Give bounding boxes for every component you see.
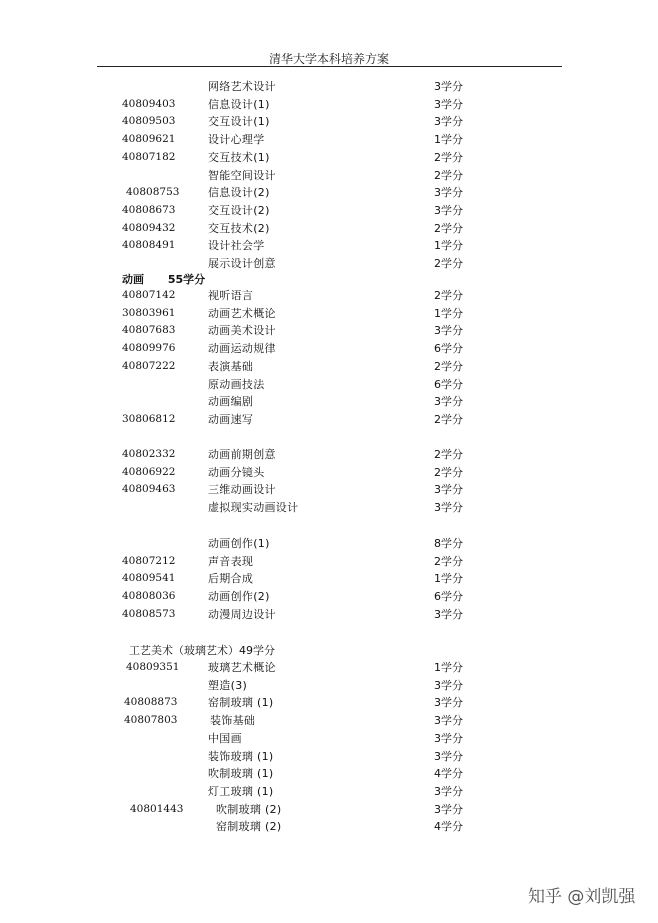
course-credits: 3学分 <box>434 749 463 763</box>
course-credits: 3学分 <box>434 97 463 111</box>
course-code: 40808036 <box>122 590 176 603</box>
course-code: 30803961 <box>122 306 176 319</box>
course-credits: 2学分 <box>434 412 463 426</box>
course-row <box>0 322 658 339</box>
course-name: 交互设计(2) <box>208 203 270 217</box>
course-code: 40807142 <box>122 289 176 301</box>
course-credits: 6学分 <box>434 377 463 391</box>
course-credits: 4学分 <box>434 767 463 781</box>
course-name: 原动画技法 <box>208 377 265 391</box>
course-credits: 2学分 <box>434 554 463 568</box>
course-name: 动画美术设计 <box>208 324 276 338</box>
course-row <box>0 78 658 95</box>
course-name: 设计社会学 <box>208 239 265 253</box>
course-credits: 2学分 <box>434 359 463 373</box>
course-row <box>0 393 658 410</box>
course-name: 塑造(3) <box>208 678 248 692</box>
course-row <box>0 340 658 357</box>
course-credits: 3学分 <box>434 203 463 217</box>
course-credits: 3学分 <box>434 186 463 200</box>
course-code: 40808873 <box>124 696 178 709</box>
course-code: 40807212 <box>122 554 176 567</box>
course-credits: 1学分 <box>434 572 463 586</box>
course-name: 网络艺术设计 <box>208 80 276 93</box>
course-code: 40809463 <box>122 483 176 496</box>
course-row <box>0 588 658 605</box>
course-credits: 2学分 <box>434 221 463 235</box>
course-credits: 2学分 <box>434 168 463 182</box>
course-row <box>0 287 658 304</box>
course-name: 窑制玻璃 (1) <box>208 696 274 710</box>
course-row <box>0 783 658 800</box>
course-credits: 2学分 <box>434 257 463 270</box>
course-credits: 1学分 <box>434 661 463 674</box>
course-code: 40809403 <box>122 97 176 110</box>
course-name: 智能空间设计 <box>208 168 276 182</box>
course-row <box>0 659 658 676</box>
course-name: 动画运动规律 <box>208 342 276 356</box>
course-code: 40809432 <box>122 221 176 234</box>
course-row <box>0 167 658 184</box>
course-row <box>0 499 658 516</box>
watermark: 知乎 @刘凯强 <box>528 887 636 907</box>
course-name: 吹制玻璃 (2) <box>216 802 282 816</box>
course-row <box>0 730 658 747</box>
course-credits: 3学分 <box>434 395 463 409</box>
section-animation-credits: 55学分 <box>167 273 206 286</box>
course-name: 装饰玻璃 (1) <box>208 749 274 763</box>
course-name: 动画编剧 <box>208 395 254 409</box>
course-credits: 1学分 <box>434 239 463 253</box>
course-credits: 2学分 <box>434 448 463 461</box>
course-name: 动漫周边设计 <box>208 607 276 621</box>
section-animation <box>122 271 205 287</box>
course-name: 动画创作(2) <box>208 590 270 604</box>
course-name: 视听语言 <box>208 289 254 302</box>
course-row <box>0 535 658 552</box>
course-name: 交互技术(2) <box>208 221 270 235</box>
course-row <box>0 694 658 711</box>
course-credits: 6学分 <box>434 590 463 604</box>
course-credits: 3学分 <box>434 784 463 798</box>
course-row <box>0 712 658 729</box>
course-credits: 6学分 <box>434 342 463 356</box>
course-code: 40808573 <box>122 607 176 620</box>
course-code: 40809351 <box>126 661 180 673</box>
course-row <box>0 765 658 782</box>
course-name: 吹制玻璃 (1) <box>208 767 274 781</box>
course-credits: 3学分 <box>434 80 463 93</box>
course-row <box>0 553 658 570</box>
course-row <box>0 305 658 322</box>
course-name: 玻璃艺术概论 <box>208 661 276 674</box>
course-row <box>0 481 658 498</box>
course-name: 表演基础 <box>208 359 254 373</box>
course-code: 30806812 <box>122 412 176 425</box>
course-credits: 4学分 <box>434 820 463 834</box>
course-row <box>0 376 658 393</box>
course-name: 动画前期创意 <box>208 448 276 461</box>
course-row <box>0 801 658 818</box>
course-row <box>0 748 658 765</box>
section-animation-name: 动画 <box>122 273 144 286</box>
course-name: 中国画 <box>208 731 242 745</box>
course-row <box>0 149 658 166</box>
course-row <box>0 411 658 428</box>
course-name: 装饰基础 <box>210 714 256 728</box>
course-name: 展示设计创意 <box>208 257 276 270</box>
course-credits: 8学分 <box>434 537 463 550</box>
course-credits: 3学分 <box>434 802 463 816</box>
course-credits: 3学分 <box>434 731 463 745</box>
course-code: 40807803 <box>124 714 178 727</box>
course-name: 信息设计(1) <box>208 97 270 111</box>
section-glass: 工艺美术（玻璃艺术）49学分 <box>129 644 275 657</box>
course-code: 40809541 <box>122 572 176 585</box>
course-credits: 3学分 <box>434 501 463 515</box>
course-code: 40808491 <box>122 239 176 252</box>
course-code: 40808753 <box>126 186 180 199</box>
course-row <box>0 255 658 272</box>
course-credits: 3学分 <box>434 714 463 728</box>
page-header: 清华大学本科培养方案 <box>268 52 389 66</box>
course-row <box>0 358 658 375</box>
course-credits: 2学分 <box>434 289 463 302</box>
course-name: 信息设计(2) <box>208 186 270 200</box>
course-code: 40807182 <box>122 150 176 163</box>
course-row <box>0 202 658 219</box>
course-row <box>0 184 658 201</box>
course-credits: 2学分 <box>434 465 463 479</box>
course-credits: 3学分 <box>434 607 463 621</box>
course-row <box>0 446 658 463</box>
course-name: 动画分镜头 <box>208 465 265 479</box>
course-credits: 3学分 <box>434 324 463 338</box>
course-credits: 3学分 <box>434 678 463 692</box>
course-credits: 3学分 <box>434 115 463 129</box>
course-name: 虚拟现实动画设计 <box>208 501 299 515</box>
course-name: 声音表现 <box>208 554 254 568</box>
course-code: 40806922 <box>122 465 176 478</box>
course-row <box>0 464 658 481</box>
course-code: 40802332 <box>122 448 176 460</box>
course-name: 动画速写 <box>208 412 254 426</box>
course-credits: 3学分 <box>434 696 463 710</box>
course-row <box>0 677 658 694</box>
course-code: 40801443 <box>130 802 184 815</box>
course-row <box>0 131 658 148</box>
course-code: 40809621 <box>122 133 176 146</box>
course-code: 40809976 <box>122 342 176 355</box>
course-row <box>0 818 658 835</box>
course-credits: 1学分 <box>434 306 463 320</box>
course-credits: 2学分 <box>434 150 463 164</box>
course-code: 40809503 <box>122 115 176 128</box>
course-name: 设计心理学 <box>208 133 265 147</box>
course-name: 灯工玻璃 (1) <box>208 784 274 798</box>
course-row <box>0 237 658 254</box>
course-name: 窑制玻璃 (2) <box>216 820 282 834</box>
course-name: 动画艺术概论 <box>208 306 276 320</box>
course-name: 交互技术(1) <box>208 150 270 164</box>
course-credits: 1学分 <box>434 133 463 147</box>
course-credits: 3学分 <box>434 483 463 497</box>
course-row <box>0 113 658 130</box>
course-code: 40807222 <box>122 359 176 372</box>
header-rule <box>97 66 562 67</box>
course-code: 40808673 <box>122 203 176 216</box>
course-name: 后期合成 <box>208 572 254 586</box>
course-row <box>0 96 658 113</box>
course-name: 交互设计(1) <box>208 115 270 129</box>
course-row <box>0 606 658 623</box>
course-name: 动画创作(1) <box>208 537 270 550</box>
course-row <box>0 220 658 237</box>
course-code: 40807683 <box>122 324 176 337</box>
course-row <box>0 570 658 587</box>
course-name: 三维动画设计 <box>208 483 276 497</box>
